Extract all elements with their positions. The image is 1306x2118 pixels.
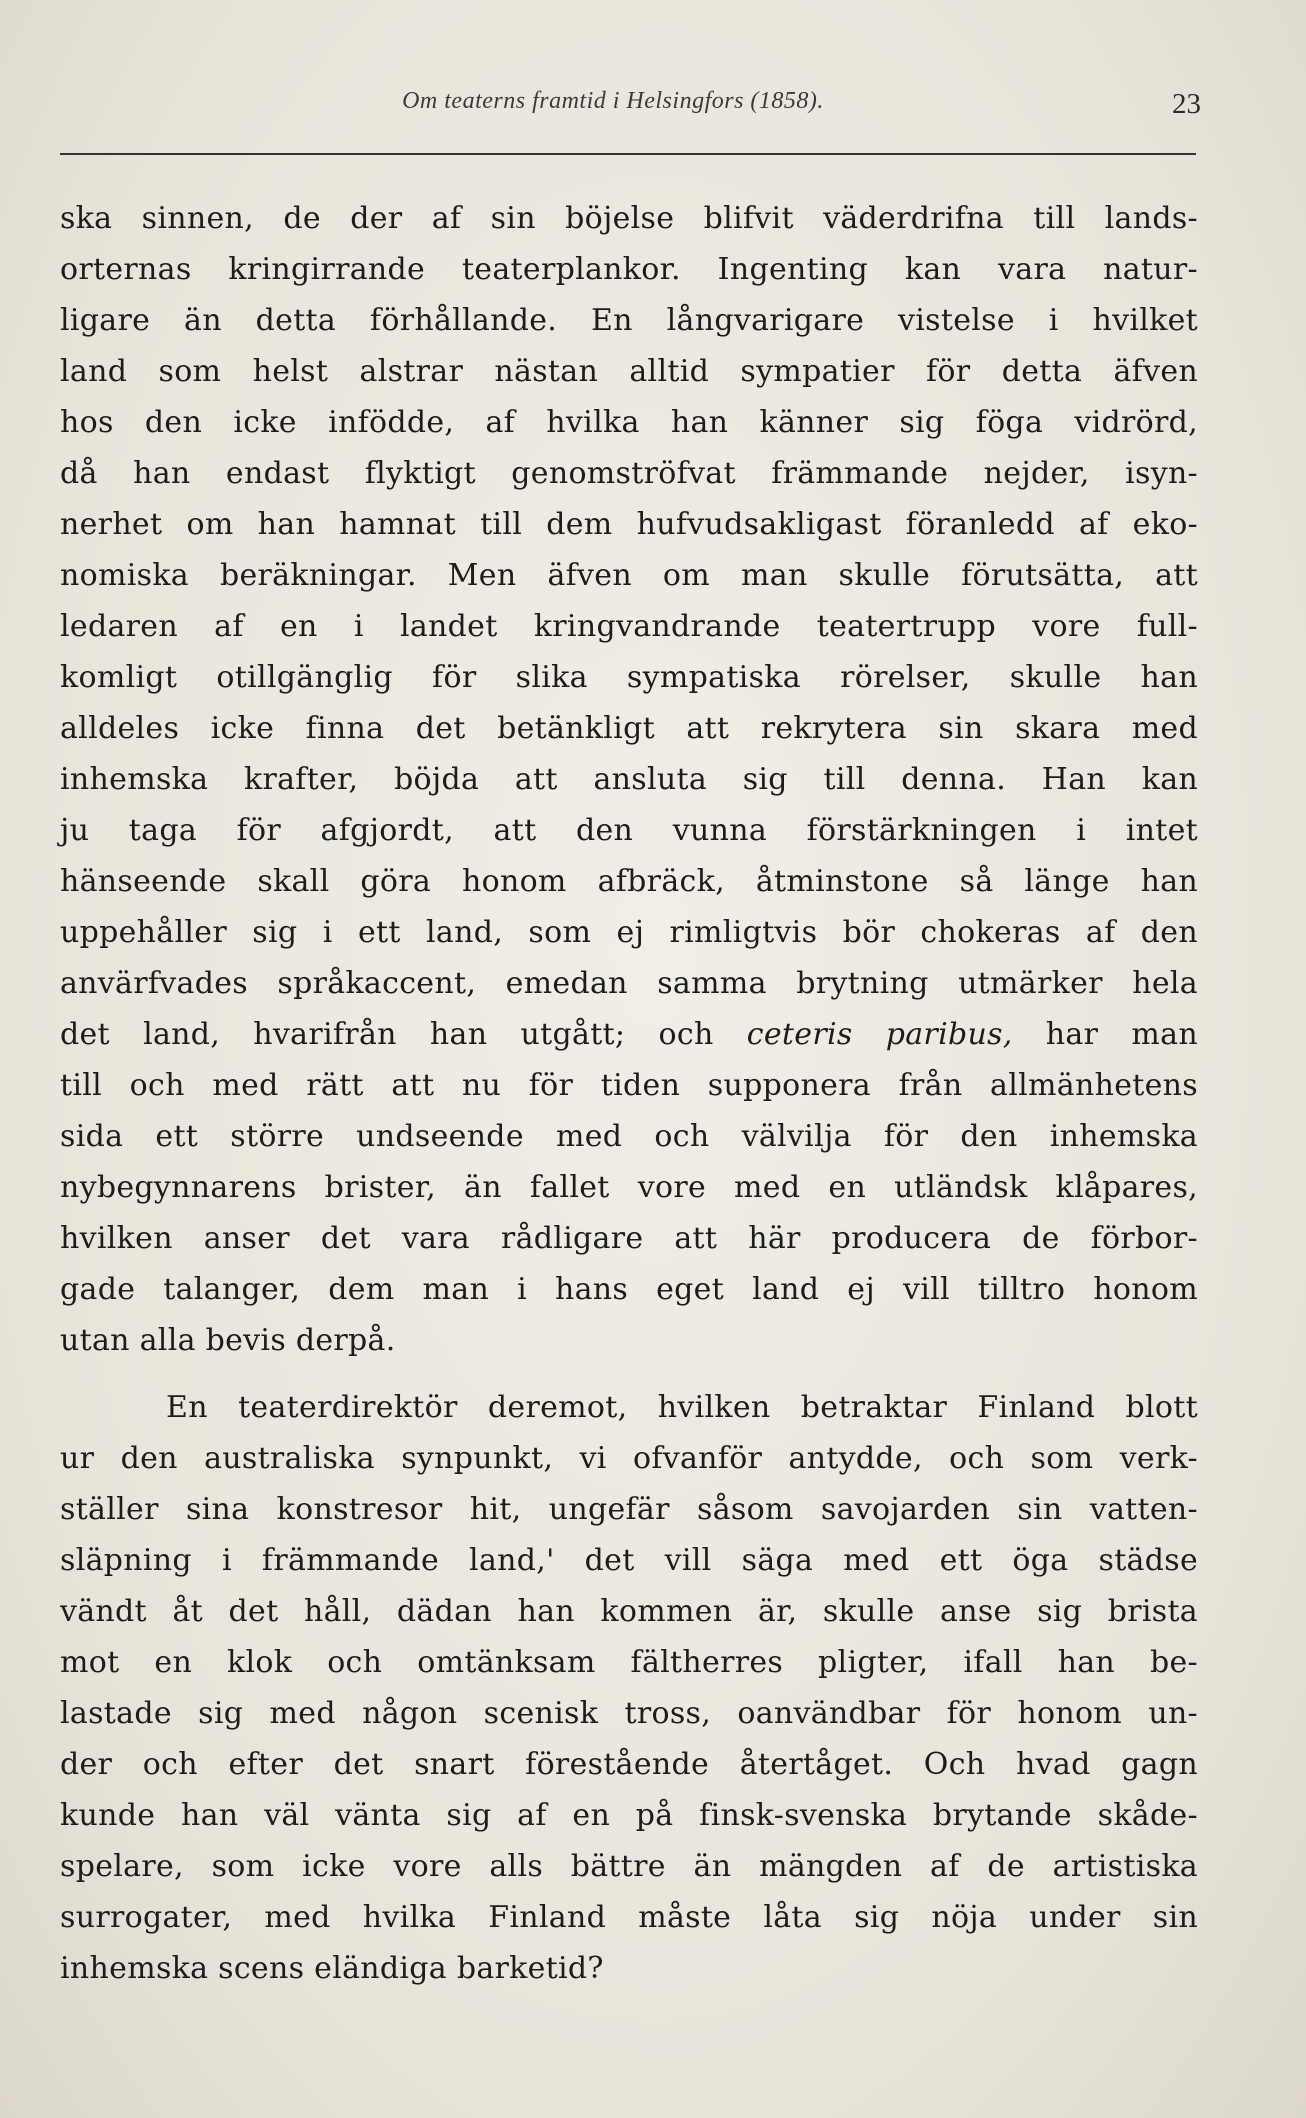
text-line: då han endast flyktigt genomströfvat främmande nejder, isyn- [60,456,1198,491]
text-line: kunde han väl vänta sig af en på finsk-svenska brytande skåde- [60,1798,1198,1833]
italic-phrase: ceteris paribus, [746,1017,1013,1052]
header-rule [60,153,1196,155]
text-line: gade talanger, dem man i hans eget land ej vill tilltro honom [60,1272,1198,1307]
text-line: land som helst alstrar nästan alltid sympatier för detta äfven [60,354,1198,389]
paragraph-2 [60,1382,1198,1994]
text-line: spelare, som icke vore alls bättre än mängden af de artistiska [60,1849,1198,1884]
text-line: vändt åt det håll, dädan han kommen är, skulle anse sig brista [60,1594,1198,1629]
text-line: nybegynnarens brister, än fallet vore med en utländsk klåpares, [60,1170,1198,1205]
paragraph-1 [60,193,1198,1366]
text-line: alldeles icke finna det betänkligt att rekrytera sin skara med [60,711,1198,746]
text-line: utan alla bevis derpå. [60,1323,396,1358]
text-line: inhemska krafter, böjda att ansluta sig till denna. Han kan [60,762,1198,797]
text-line: ju taga för afgjordt, att den vunna förstärkningen i intet [60,813,1198,848]
text-line: nomiska beräkningar. Men äfven om man skulle förutsätta, att [60,558,1198,593]
text-line: ligare än detta förhållande. En långvarigare vistelse i hvilket [60,303,1198,338]
text-line: ställer sina konstresor hit, ungefär såsom savojarden sin vatten- [60,1492,1198,1527]
text-line: mot en klok och omtänksam fältherres pligter, ifall han be- [60,1645,1198,1680]
text-line: hvilken anser det vara rådligare att här producera de förbor- [60,1221,1198,1256]
text-line: ska sinnen, de der af sin böjelse blifvit väderdrifna till lands- [60,201,1198,236]
page-number: 23 [1172,88,1201,120]
text-line-with-italic [60,1009,1198,1060]
text-line: till och med rätt att nu för tiden supponera från allmänhetens [60,1068,1198,1103]
text-line: ledaren af en i landet kringvandrande teatertrupp vore full- [60,609,1198,644]
text-line: inhemska scens eländiga barketid? [60,1951,604,1986]
text-line: uppehåller sig i ett land, som ej rimligtvis bör chokeras af den [60,915,1198,950]
text-line: lastade sig med någon scenisk tross, oanvändbar för honom un- [60,1696,1198,1731]
text-line: nerhet om han hamnat till dem hufvudsakligast föranledd af eko- [60,507,1198,542]
text-line: släpning i främmande land,' det vill säga med ett öga städse [60,1543,1198,1578]
text-line: komligt otillgänglig för slika sympatiska rörelser, skulle han [60,660,1198,695]
running-head [60,88,1306,128]
text-segment: det land, hvarifrån han utgått; och [60,1017,747,1052]
text-line: anvärfvades språkaccent, emedan samma brytning utmärker hela [60,966,1198,1001]
text-line: sida ett större undseende med och välvilja för den inhemska [60,1119,1198,1154]
running-title: Om teaterns framtid i Helsingfors (1858). [402,88,824,114]
text-line: orternas kringirrande teaterplankor. Ingenting kan vara natur- [60,252,1198,287]
text-line: der och efter det snart förestående återtåget. Och hvad gagn [60,1747,1198,1782]
text-line: ur den australiska synpunkt, vi ofvanför antydde, och som verk- [60,1441,1198,1476]
text-segment: har man [1012,1017,1198,1052]
body-text [60,193,1198,1994]
text-line: hänseende skall göra honom afbräck, åtminstone så länge han [60,864,1198,899]
text-line: En teaterdirektör deremot, hvilken betraktar Finland blott [166,1390,1198,1425]
text-line: surrogater, med hvilka Finland måste låta sig nöja under sin [60,1900,1198,1935]
text-line: hos den icke infödde, af hvilka han känner sig föga vidrörd, [60,405,1198,440]
